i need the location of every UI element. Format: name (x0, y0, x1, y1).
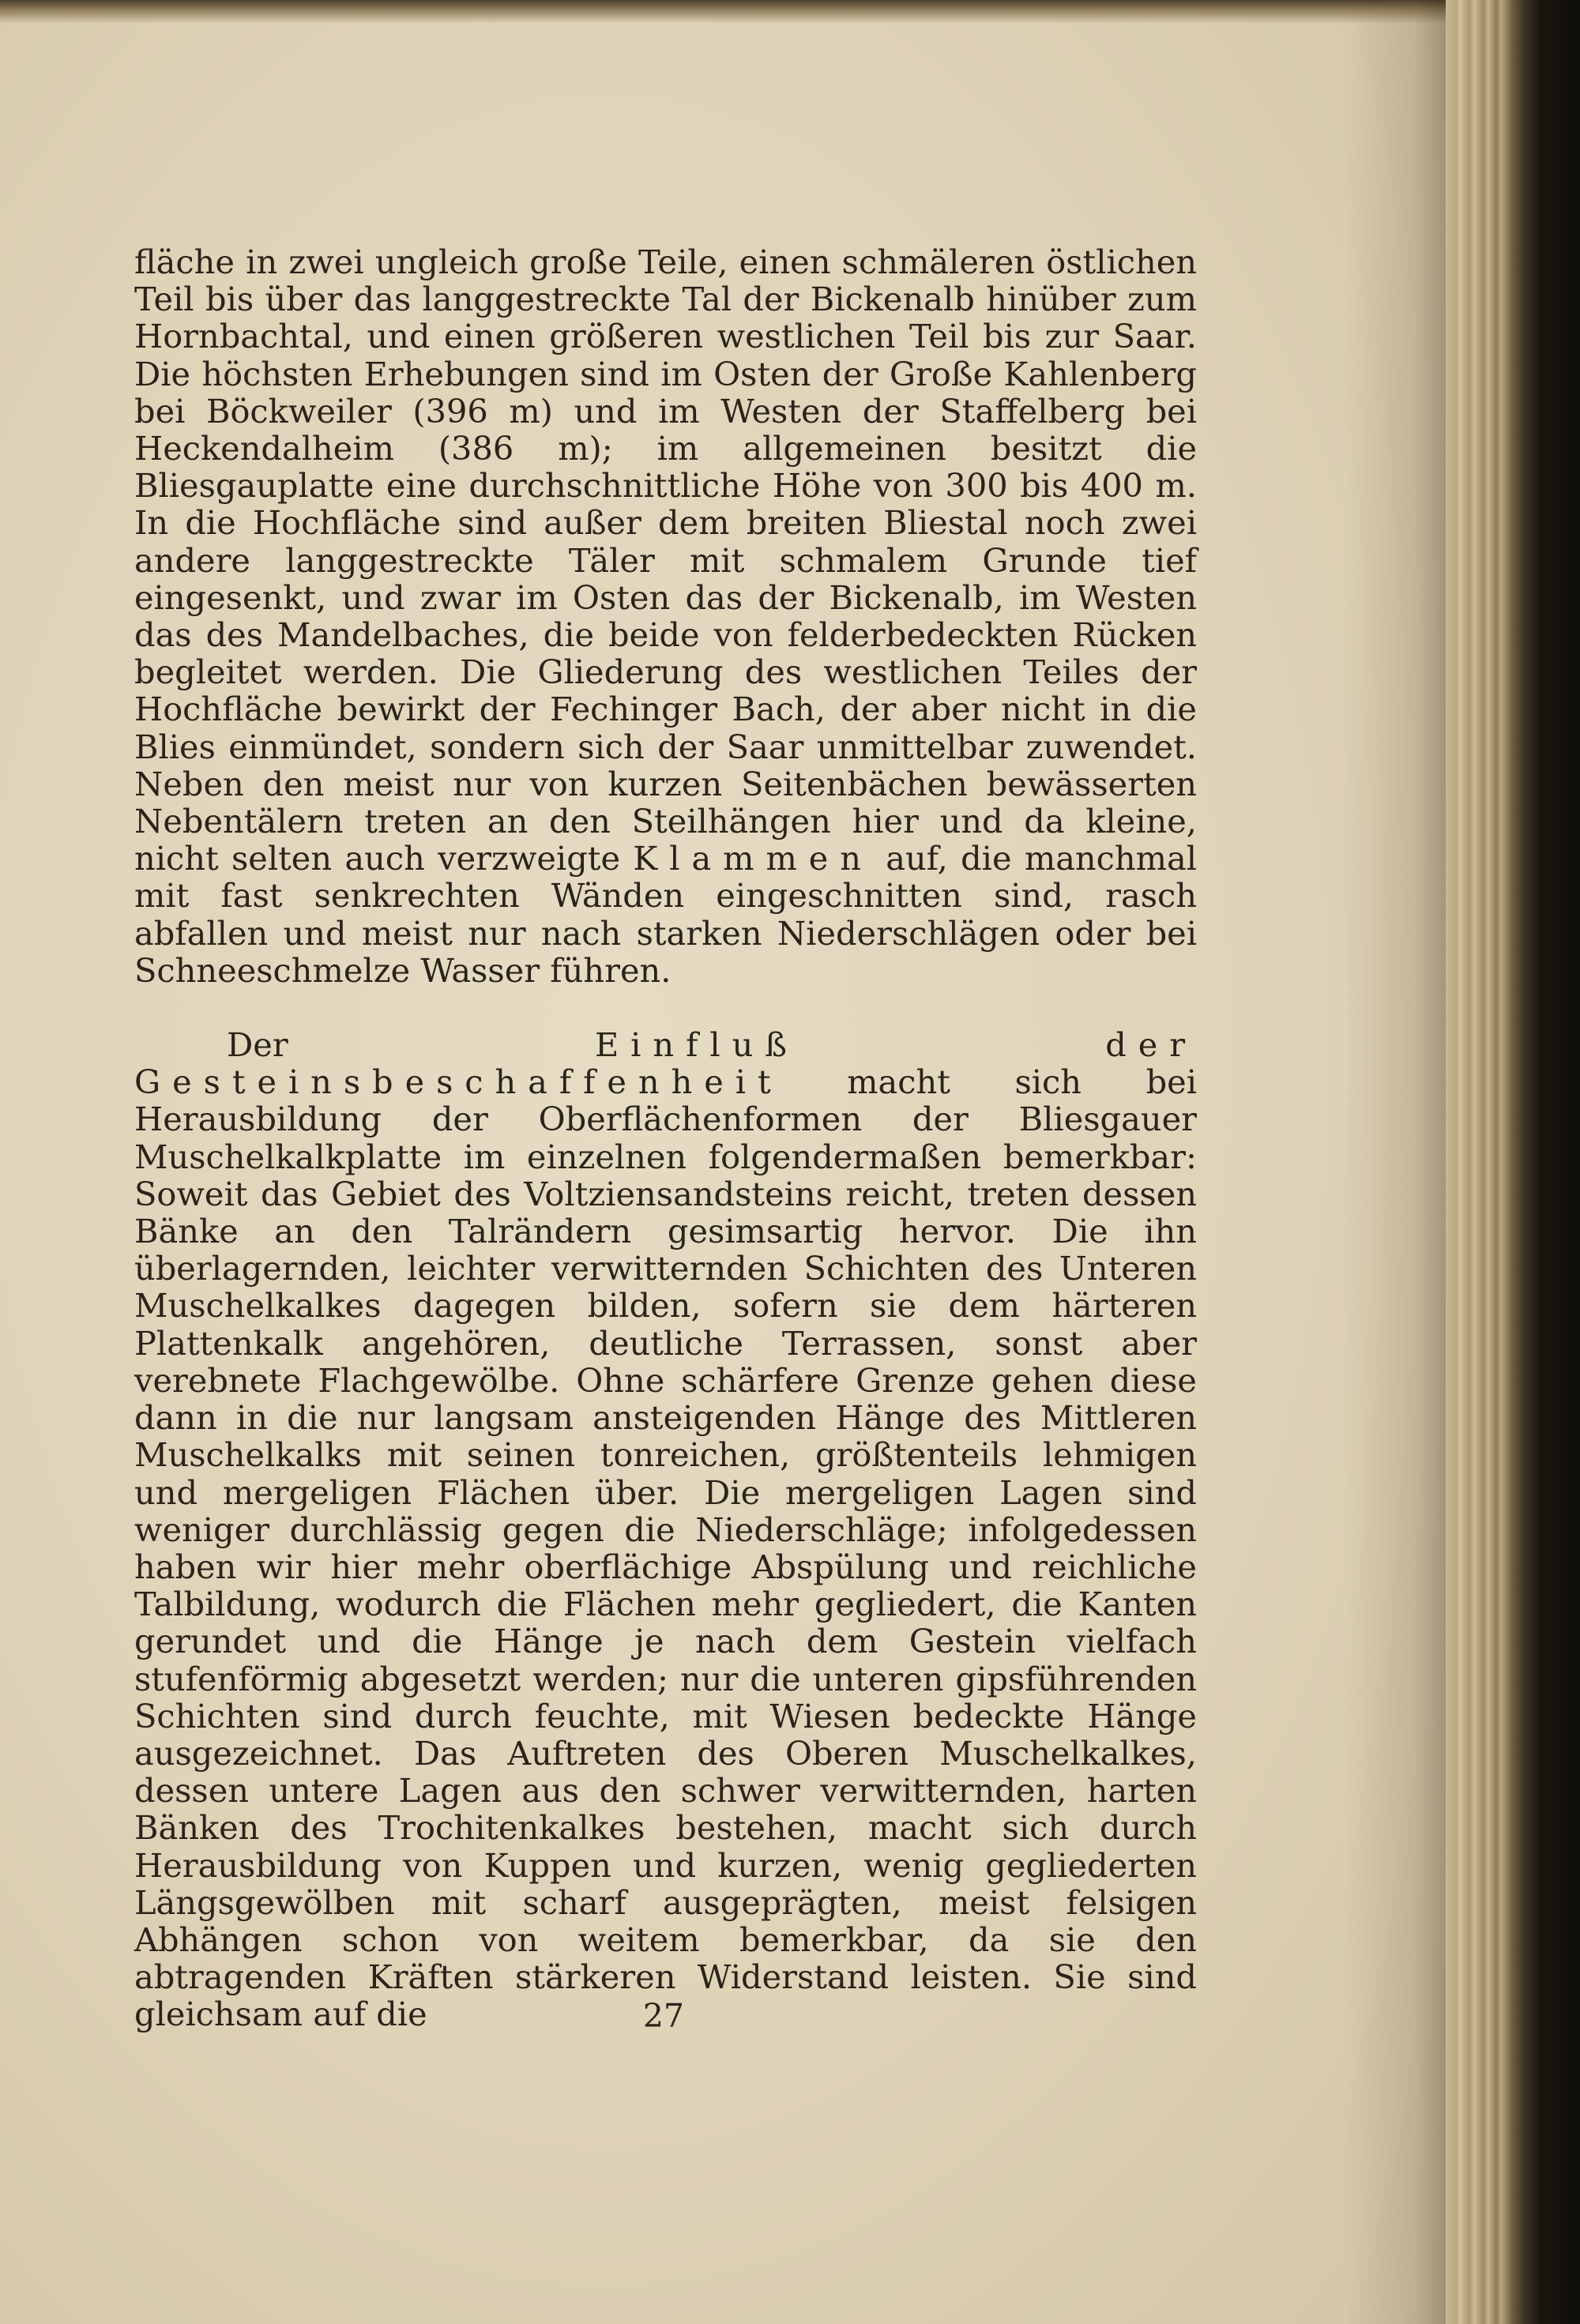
body-text (134, 243, 1197, 2033)
page-curvature-shadow (1343, 0, 1446, 2324)
page-top-edge-shadow (0, 0, 1446, 24)
text-segment (799, 1025, 1105, 1064)
paragraph-2 (134, 1026, 1197, 2033)
text-segment: fläche in zwei ungleich große Teile, einen schmäleren östlichen Teil bis über das langgestreckte Tal der Bickenalb hinüber zum Hornbachtal, und einen größeren westlichen Teil bis zur Saar. Die höchsten Erhebungen sind im Osten der Große Kahlenberg bei Böckweiler (396 m) und im Westen der Staffelberg bei Heckendalheim (386 m); im allgemeinen besitzt die Bliesgauplatte eine durchschnittliche Höhe von 300 bis 400 m. In die Hochfläche sind außer dem breiten Bliestal noch zwei andere langgestreckte Täler mit schmalem Grunde tief eingesenkt, und zwar im Osten das der Bickenalb, im Westen das des Mandelbaches, die beide von felderbedeckten Rücken begleitet werden. Die Gliederung des westlichen Teiles der Hochfläche bewirkt der Fechinger Bach, der aber nicht in die Blies einmündet, sondern sich der Saar unmittelbar zuwendet. Neben den meist nur von kurzen Seitenbächen bewässerten Nebentälern treten an den Steilhängen hier und da kleine, nicht selten auch verzweigte (134, 243, 1197, 878)
text-segment: Der (227, 1025, 595, 1065)
emphasized-word-einfluss: Einfluß (594, 1025, 799, 1065)
emphasized-word-gesteinsbeschaffenheit: Gesteinsbeschaffenheit (134, 1062, 783, 1102)
book-binding-gutter (1446, 0, 1580, 2324)
text-segment: macht sich bei Herausbildung der Oberflächenformen der Bliesgauer Muschelkalkplatte im einzelnen folgendermaßen bemerkbar: Soweit das Gebiet des Voltziensandsteins reicht, treten dessen Bänke an den Talrändern gesimsartig hervor. Die ihn überlagernden, leichter verwitternden Schichten des Unteren Muschelkalkes dagegen bilden, sofern sie dem härteren Plattenkalk angehören, deutliche Terrassen, sonst aber verebnete Flachgewölbe. Ohne schärfere Grenze gehen diese dann in die nur langsam ansteigenden Hänge des Mittleren Muschelkalks mit seinen tonreichen, größtenteils lehmigen und mergeligen Flächen über. Die mergeligen Lagen sind weniger durchlässig gegen die Niederschläge; infolgedessen haben wir hier mehr oberflächige Abspülung und reichliche Talbildung, wodurch die Flächen mehr gegliedert, die Kanten gerundet und die Hänge je nach dem Gestein vielfach stufenförmig abgesetzt werden; nur die unteren gipsführenden Schichten sind durch feuchte, mit Wiesen bedeckte Hänge ausgezeichnet. Das Auftreten des Oberen Muschelkalkes, dessen untere Lagen aus den schwer verwitternden, harten Bänken des Trochitenkalkes bestehen, macht sich durch Herausbildung von Kuppen und kurzen, wenig gegliederten Längsgewölben mit scharf ausgeprägten, meist felsigen Abhängen schon von weitem bemerkbar, da sie den abtragenden Kräften stärkeren Widerstand leisten. Sie sind gleichsam auf die (134, 1062, 1197, 2034)
page-number: 27 (642, 1997, 685, 2035)
emphasized-word-der: der (1105, 1025, 1197, 1065)
text-segment: auf, die manchmal mit fast senkrechten Wänden eingeschnitten sind, rasch abfallen und meist nur nach starken Niederschlägen oder bei Schneeschmelze Wasser führen. (134, 839, 1197, 990)
emphasized-word-klammen: Klammen (633, 839, 873, 878)
paragraph-1 (134, 243, 1197, 989)
